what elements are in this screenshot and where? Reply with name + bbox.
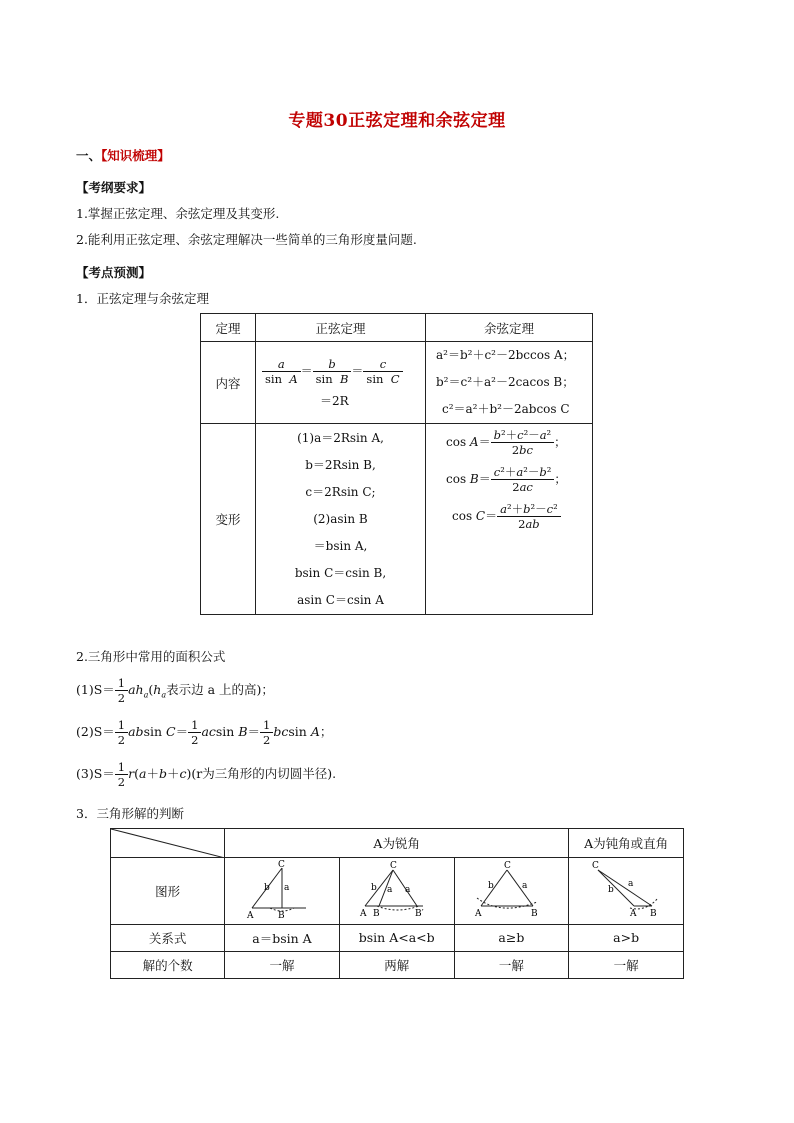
diagonal-line [111,829,225,858]
count-3: 一解 [454,951,569,978]
svg-text:b: b [263,883,270,894]
relation-4: a>b [569,924,684,951]
triangle-solution-table [110,828,684,979]
svg-text:A: A [246,911,254,921]
figure-4 [569,858,684,924]
row-relation-label: 关系式 [111,924,225,951]
row-content-label: 内容 [201,342,256,424]
triangle-figure-4 [586,858,666,920]
svg-text:a: a [522,881,528,892]
transform-5: ＝bsin A, [313,538,368,553]
svg-text:b: b [608,885,614,896]
relation-1: a＝bsin A [225,924,340,951]
row-figure-label: 图形 [111,858,225,924]
svg-text:A: A [475,909,482,920]
figure-3 [454,858,569,924]
theorem-table [200,313,593,615]
area-formula-2: (2)S＝ $\frac{1}{2}$ absin C＝ $\frac{1}{2}$ acsin B＝ $\frac{1}{2}$ bcsin A； [76,718,333,747]
svg-text:A: A [630,909,637,920]
area-formula-3: (3)S＝ $\frac{1}{2}$ r(a＋b＋c)(r为三角形的内切圆半径). [76,760,337,789]
sine-law-transform [256,424,426,615]
transform-1: (1)a＝2Rsin A, [297,430,384,445]
svg-text:a: a [283,883,290,894]
kdyc-heading: 【考点预测】 [76,265,152,280]
svg-text:C: C [504,861,512,872]
svg-text:B: B [372,909,380,920]
svg-text:b: b [370,883,377,894]
svg-text:C: C [277,860,285,871]
count-4: 一解 [569,951,684,978]
triangle-figure-1 [242,858,322,920]
figure-1 [225,858,340,924]
svg-text:b: b [488,881,495,892]
kgyq-item-2: 2.能利用正弦定理、余弦定理解决一些简单的三角形度量问题. [76,232,417,247]
transform-7: asin C＝csin A [297,592,384,607]
cosine-eq-a: a²＝b²＋c²－2bccos A； [436,348,575,362]
count-1: 一解 [225,951,340,978]
cosine-law-transform: cos A＝ $\frac{\text{b²＋c²－a²}}{2bc}$ ； cos B＝ $\frac{\text{c²＋a²－b²}}{2ac}$ ； cos C＝ $\frac{\text{a²＋b²－c²}}{2ab}$ [426,424,593,615]
svg-text:a: a [404,885,411,896]
cosine-law-content [426,342,593,424]
section-number: 一、 [76,148,102,163]
row-count-label: 解的个数 [111,951,225,978]
corner-cell [111,829,225,858]
item-1-heading: 1．正弦定理与余弦定理 [76,291,209,306]
svg-text:B: B [650,909,657,920]
header-acute: A为锐角 [225,829,569,858]
item-3-heading: 3．三角形解的判断 [76,806,184,821]
section-knowledge [76,146,170,164]
cosine-eq-c: c²＝a²＋b²－2abcos C [442,402,570,416]
header-obtuse: A为钝角或直角 [569,829,684,858]
header-cosine-law: 余弦定理 [426,314,593,342]
transform-6: bsin C＝csin B, [294,565,387,580]
svg-text:a: a [386,885,393,896]
triangle-figure-2 [357,858,437,920]
transform-2: b＝2Rsin B, [305,457,376,472]
count-2: 两解 [339,951,454,978]
transform-4: (2)asin B [313,511,368,526]
page-title: 专题30正弦定理和余弦定理 [288,111,506,131]
figure-2 [339,858,454,924]
area-formula-1: (1)S＝ $\frac{1}{2}$ $ah_a(h_a$表示边 a 上的高)； [76,676,274,705]
item-2-heading: 2.三角形中常用的面积公式 [76,649,226,664]
triangle-figure-3 [471,858,551,920]
cosine-eq-b: b²＝c²＋a²－2cacos B； [436,375,575,389]
svg-text:C: C [592,861,600,872]
header-theorem: 定理 [201,314,256,342]
sine-law-2R: ＝2R [320,393,349,408]
kgyq-item-1: 1.掌握正弦定理、余弦定理及其变形. [76,206,280,221]
svg-text:B: B [277,911,285,921]
svg-text:C: C [389,861,397,872]
row-transform-label: 变形 [201,424,256,615]
svg-text:B: B [531,909,539,920]
header-sine-law: 正弦定理 [256,314,426,342]
svg-text:A: A [359,909,367,920]
svg-text:a: a [628,879,634,890]
sine-law-content: $\frac{a}{\text{sin A}}$ ＝ $\frac{b}{\text{sin B}}$ ＝ $\frac{c}{\text{sin C}}$ ＝2R [256,342,426,424]
svg-text:B′: B′ [414,909,424,920]
kgyq-heading: 【考纲要求】 [76,180,152,195]
transform-3: c＝2Rsin C; [305,484,376,499]
relation-3: a≥b [454,924,569,951]
section-label: 【知识梳理】 [101,148,170,163]
relation-2: bsin A<a<b [339,924,454,951]
